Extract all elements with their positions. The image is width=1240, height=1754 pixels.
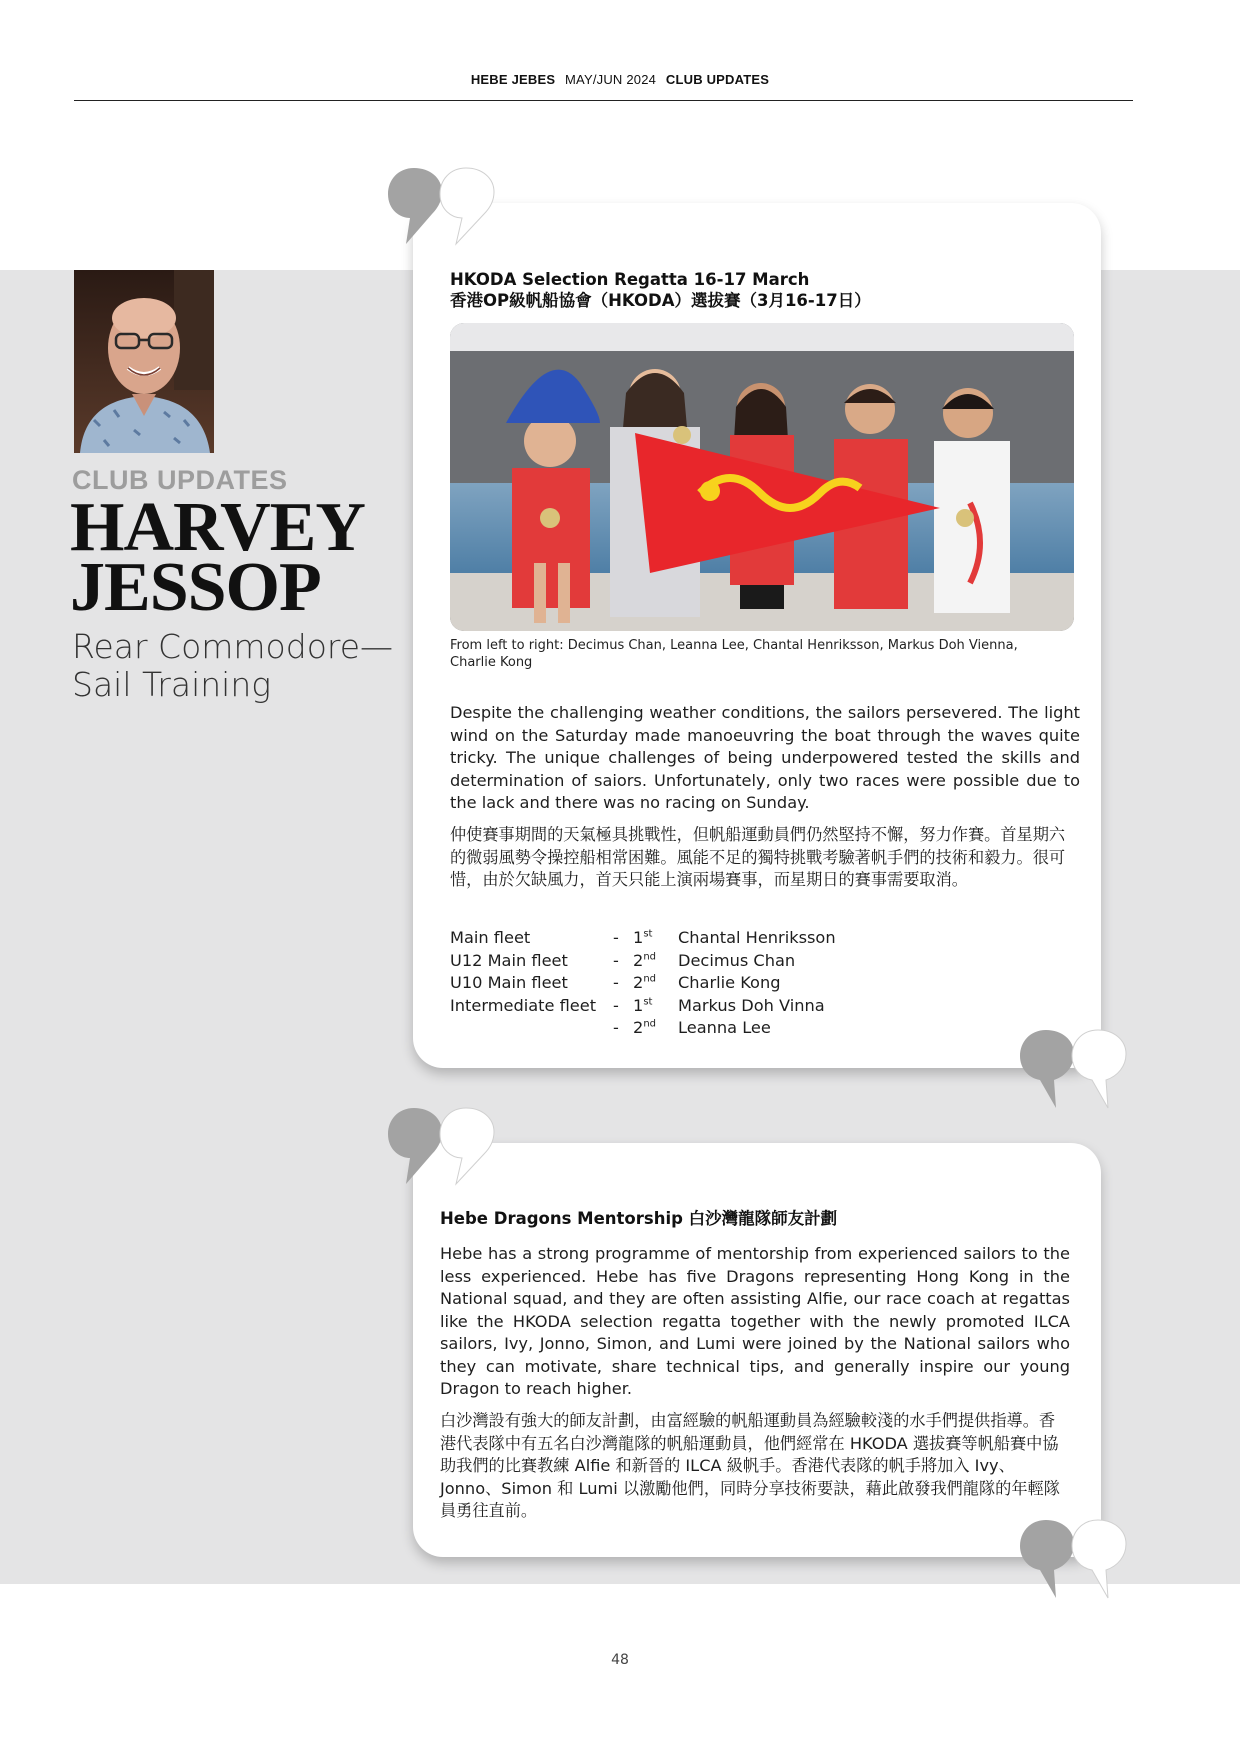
role-line-2: Sail Training <box>72 665 272 704</box>
speech-bubble-quote-icon <box>386 1106 498 1190</box>
placing: 2nd <box>633 973 656 992</box>
regatta-body-en: Despite the challenging weather conditions, the sailors persevered. The light wind on the Saturday made manoeuvring the boat through the waves quite tricky. The unique challenges of being underpowered tested the skills and determination of saiors. Unfortunately, only two races were possible due to the lack and there was no racing on Sunday. <box>450 703 1080 812</box>
section-label: CLUB UPDATES <box>72 465 288 495</box>
dash: - <box>613 928 619 947</box>
sailor-name: Charlie Kong <box>678 973 781 992</box>
fleet-name: U10 Main fleet <box>450 973 568 992</box>
name-first: HARVEY <box>70 489 365 566</box>
caption-line-1: From left to right: Decimus Chan, Leanna Lee, Chantal Henriksson, Markus Doh Vienna, <box>450 638 1018 653</box>
table-row <box>450 950 836 973</box>
speech-bubble-quote-icon <box>386 166 498 250</box>
regatta-title <box>450 269 871 311</box>
mentorship-body-en: Hebe has a strong programme of mentorship from experienced sailors to the less experienced. Hebe has five Dragons representing Hong Kong in the National squad, and they are often assisting Alfie, our race coach at regattas like the HKODA selection regatta together with the newly promoted ILCA sailors, Ivy, Jonno, Simon, and Lumi were joined by the National sailors who they can motivate, share technical tips, and generally inspire our young Dragon to reach higher. <box>440 1244 1070 1398</box>
page-number: 48 <box>611 1652 629 1668</box>
speech-bubble-quote-icon <box>1016 1028 1128 1112</box>
regatta-title-zh: 香港OP級帆船協會（HKODA）選拔賽（3月16-17日） <box>450 291 871 310</box>
placing: 2nd <box>633 950 656 970</box>
issue-date: MAY/JUN 2024 <box>565 72 657 87</box>
header-divider <box>74 100 1133 101</box>
sailor-name: Chantal Henriksson <box>678 928 836 947</box>
placing: 2nd <box>633 1018 656 1037</box>
role-line-1: Rear Commodore— <box>72 627 394 666</box>
mentorship-title: Hebe Dragons Mentorship 白沙灣龍隊師友計劃 <box>440 1209 838 1228</box>
sailor-name: Leanna Lee <box>678 1018 771 1037</box>
regatta-body-zh: 仲使賽事期間的天氣極具挑戰性，但帆船運動員們仍然堅持不懈，努力作賽。首星期六的微弱風勢令操控船相常困難。風能不足的獨特挑戰考驗著帆手們的技術和毅力。很可惜，由於欠缺風力，首天只能上演兩場賽事，而星期日的賽事需要取消。 <box>450 825 1066 889</box>
table-row <box>450 1017 836 1040</box>
portrait-photo <box>74 270 214 453</box>
fleet-name <box>450 1017 613 1040</box>
fleet-name: U12 Main fleet <box>450 950 568 970</box>
dash: - <box>613 950 619 970</box>
person-role <box>72 628 393 704</box>
photo-caption <box>450 637 1074 671</box>
table-row <box>450 972 836 995</box>
header-section: CLUB UPDATES <box>665 72 770 87</box>
regatta-title-en: HKODA Selection Regatta 16-17 March <box>450 270 810 289</box>
results-table <box>450 927 836 1040</box>
placing: 1st <box>633 928 653 947</box>
regatta-photo <box>450 323 1074 631</box>
table-row <box>450 995 836 1018</box>
placing: 1st <box>633 995 653 1015</box>
magazine-name: HEBE JEBES <box>470 72 556 87</box>
dash: - <box>613 973 619 992</box>
sailor-name: Markus Doh Vinna <box>678 995 825 1015</box>
running-header <box>0 72 1240 87</box>
table-row <box>450 927 836 950</box>
fleet-name: Intermediate fleet <box>450 995 597 1015</box>
name-last: JESSOP <box>70 549 321 626</box>
speech-bubble-quote-icon <box>1016 1518 1128 1602</box>
sailor-name: Decimus Chan <box>678 950 796 970</box>
dash: - <box>613 1018 619 1037</box>
mentorship-body-zh: 白沙灣設有強大的師友計劃，由富經驗的帆船運動員為經驗較淺的水手們提供指導。香港代表隊中有五名白沙灣龍隊的帆船運動員，他們經常在 HKODA 選拔賽等帆船賽中協助我們的比賽教練 Alfie 和新晉的 ILCA 級帆手。香港代表隊的帆手將加入 Ivy、Jonno、Simon 和 Lumi 以激勵他們，同時分享技術要訣，藉此啟發我們龍隊的年輕隊員勇往直前。 <box>440 1411 1060 1520</box>
fleet-name: Main fleet <box>450 928 531 947</box>
dash: - <box>613 995 619 1015</box>
caption-line-2: Charlie Kong <box>450 655 533 670</box>
person-name <box>70 489 365 626</box>
